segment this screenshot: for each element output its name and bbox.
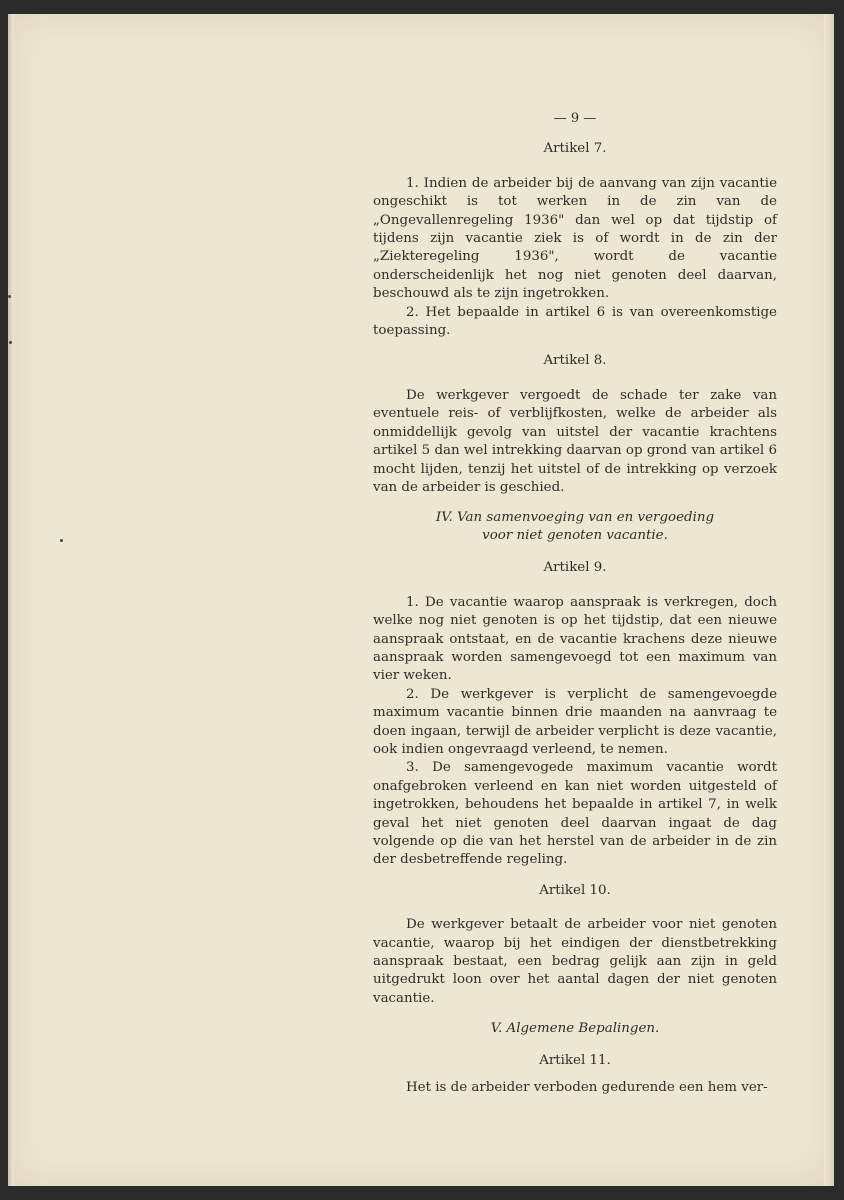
article-11-paragraph-1: Het is de arbeider verboden gedurende een hem ver- <box>406 1079 768 1095</box>
article-7-paragraph-1: 1. Indien de arbeider bij de aanvang van zijn vacantie ongeschikt is tot werken in de zin van de „Ongevallenregeling 1936" dan wel op dat tijdstip of tijdens zijn vacantie ziek is of wordt in de zin der „Ziekteregeling 1936", wordt de vacantie onderscheidenlijk het nog niet genoten deel daarvan, beschouwd als te zijn ingetrokken. <box>373 175 777 302</box>
article-7-paragraph-2: 2. Het bepaalde in artikel 6 is van overeenkomstige toepassing. <box>373 304 777 339</box>
document-page <box>8 14 834 1186</box>
margin-mark <box>8 295 11 298</box>
page-edge <box>824 14 834 1186</box>
section-iv-line-1: IV. Van samenvoeging van en vergoeding <box>435 510 715 526</box>
page-number: — 9 — <box>553 111 597 126</box>
article-9-heading: Artikel 9. <box>543 560 607 576</box>
article-10-paragraph-1: De werkgever betaalt de arbeider voor niet genoten vacantie, waarop bij het eindigen der dienstbetrekking aanspraak bestaat, een bedrag gelijk aan zijn in geld uitgedrukt loon over het aantal dagen der niet genoten vacantie. <box>373 917 777 1006</box>
section-iv-heading <box>373 509 777 545</box>
article-9-paragraph-2: 2. De werkgever is verplicht de samengevoegde maximum vacantie binnen drie maanden na aanvraag te doen ingaan, terwijl de arbeider verplicht is deze vacantie, ook indien ongevraagd verleend, te nemen. <box>373 686 777 757</box>
document-body <box>373 110 777 1097</box>
section-v-heading <box>373 1020 777 1038</box>
section-iv-line-2: voor niet genoten vacantie. <box>482 528 668 544</box>
article-9-paragraph-3: 3. De samengevogede maximum vacantie wordt onafgebroken verleend en kan niet worden uitgesteld of ingetrokken, behoudens het bepaalde in artikel 7, in welk geval het niet genoten deel daarvan ingaat de dag volgende op die van het herstel van de arbeider in de zin der desbetreffende regeling. <box>373 760 777 868</box>
page-gutter <box>8 14 14 1186</box>
margin-mark <box>9 341 12 344</box>
article-9-paragraph-1: 1. De vacantie waarop aanspraak is verkregen, doch welke nog niet genoten is op het tijdstip, dat een nieuwe aanspraak ontstaat, en de vacantie krachens deze nieuwe aanspraak worden samengevoegd tot een maximum van vier weken. <box>373 594 777 684</box>
article-8-heading: Artikel 8. <box>543 353 607 369</box>
article-11-heading: Artikel 11. <box>539 1053 611 1069</box>
article-8-paragraph-1: De werkgever vergoedt de schade ter zake van eventuele reis- of verblijfkosten, welke de arbeider als onmiddellijk gevolg van uitstel der vacantie krachtens artikel 5 dan wel intrekking daarvan op grond van artikel 6 mocht lijden, tenzij het uitstel of de intrekking op verzoek van de arbeider is geschied. <box>373 387 777 495</box>
article-10-heading: Artikel 10. <box>539 882 611 898</box>
section-v-line-1: V. Algemene Bepalingen. <box>490 1021 660 1037</box>
article-7-heading: Artikel 7. <box>543 141 607 157</box>
margin-mark <box>60 539 63 542</box>
